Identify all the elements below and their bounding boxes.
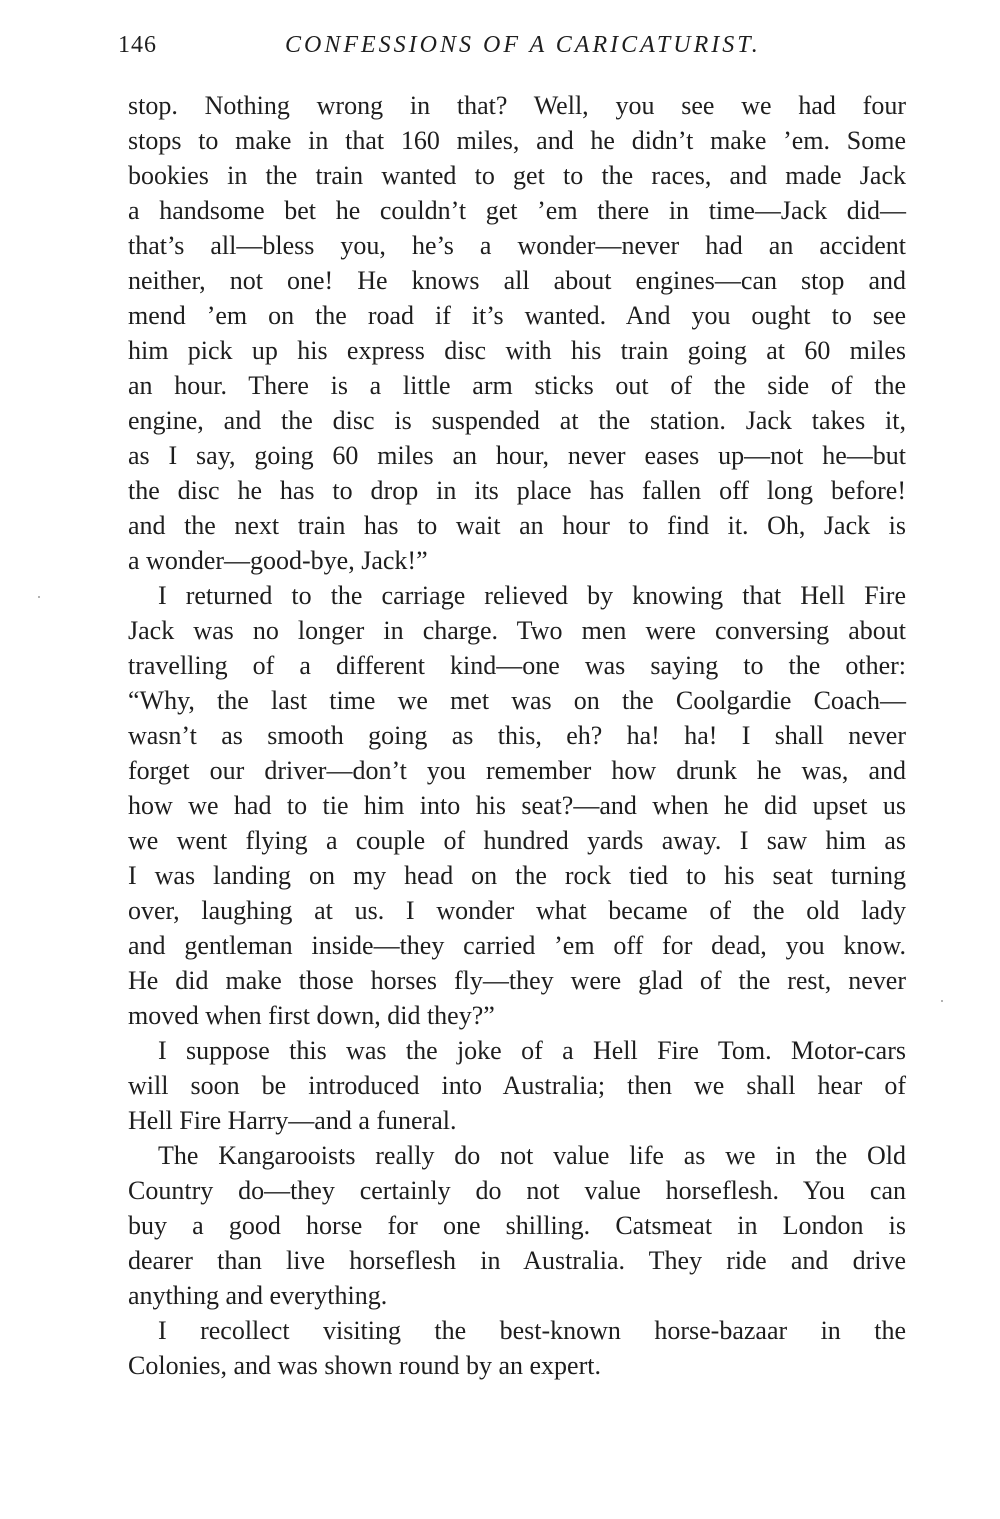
text-line: that’s all—bless you, he’s a wonder—never had an accident xyxy=(128,231,906,260)
text-line: as I say, going 60 miles an hour, never eases up—not he—but xyxy=(128,441,906,470)
text-line: anything and everything. xyxy=(128,1281,388,1310)
page-number: 146 xyxy=(118,32,157,58)
text-line: stop. Nothing wrong in that? Well, you see we had four xyxy=(128,91,906,120)
text-line: buy a good horse for one shilling. Catsmeat in London is xyxy=(128,1211,906,1240)
text-line: mend ’em on the road if it’s wanted. And you ought to see xyxy=(128,301,906,330)
text-line: how we had to tie him into his seat?—and when he did upset us xyxy=(128,791,906,820)
body-text xyxy=(128,88,906,1383)
text-line: I suppose this was the joke of a Hell Fire Tom. Motor-cars xyxy=(158,1036,906,1065)
text-line: wasn’t as smooth going as this, eh? ha! ha! I shall never xyxy=(128,721,906,750)
paper-speck xyxy=(941,1000,943,1002)
text-line: over, laughing at us. I wonder what became of the old lady xyxy=(128,896,906,925)
text-line: moved when first down, did they?” xyxy=(128,1001,495,1030)
text-line: I returned to the carriage relieved by knowing that Hell Fire xyxy=(158,581,906,610)
text-line: the disc he has to drop in its place has fallen off long before! xyxy=(128,476,906,505)
text-line: dearer than live horseflesh in Australia. They ride and drive xyxy=(128,1246,906,1275)
text-line: The Kangarooists really do not value life as we in the Old xyxy=(158,1141,906,1170)
text-line: Colonies, and was shown round by an expert. xyxy=(128,1351,601,1380)
text-line: Jack was no longer in charge. Two men were conversing about xyxy=(128,616,906,645)
text-line: He did make those horses fly—they were glad of the rest, never xyxy=(128,966,906,995)
text-line: will soon be introduced into Australia; then we shall hear of xyxy=(128,1071,906,1100)
text-line: and gentleman inside—they carried ’em off for dead, you know. xyxy=(128,931,906,960)
text-line: “Why, the last time we met was on the Coolgardie Coach— xyxy=(128,686,906,715)
text-line: Country do—they certainly do not value horseflesh. You can xyxy=(128,1176,906,1205)
text-line: a wonder—good-bye, Jack!” xyxy=(128,546,428,575)
text-line: I was landing on my head on the rock tied to his seat turning xyxy=(128,861,906,890)
paper-speck xyxy=(38,596,40,598)
text-line: him pick up his express disc with his train going at 60 miles xyxy=(128,336,906,365)
text-line: forget our driver—don’t you remember how drunk he was, and xyxy=(128,756,906,785)
text-line: and the next train has to wait an hour to find it. Oh, Jack is xyxy=(128,511,906,540)
text-line: engine, and the disc is suspended at the station. Jack takes it, xyxy=(128,406,906,435)
text-line: I recollect visiting the best-known horse-bazaar in the xyxy=(158,1316,906,1345)
text-line: we went flying a couple of hundred yards away. I saw him as xyxy=(128,826,906,855)
text-line: a handsome bet he couldn’t get ’em there in time—Jack did— xyxy=(128,196,906,225)
text-line: bookies in the train wanted to get to the races, and made Jack xyxy=(128,161,906,190)
running-title: CONFESSIONS OF A CARICATURIST. xyxy=(285,32,761,58)
text-line: travelling of a different kind—one was saying to the other: xyxy=(128,651,906,680)
text-line: Hell Fire Harry—and a funeral. xyxy=(128,1106,457,1135)
text-line: stops to make in that 160 miles, and he didn’t make ’em. Some xyxy=(128,126,906,155)
page-header xyxy=(118,32,908,66)
text-line: an hour. There is a little arm sticks out of the side of the xyxy=(128,371,906,400)
text-line: neither, not one! He knows all about engines—can stop and xyxy=(128,266,906,295)
